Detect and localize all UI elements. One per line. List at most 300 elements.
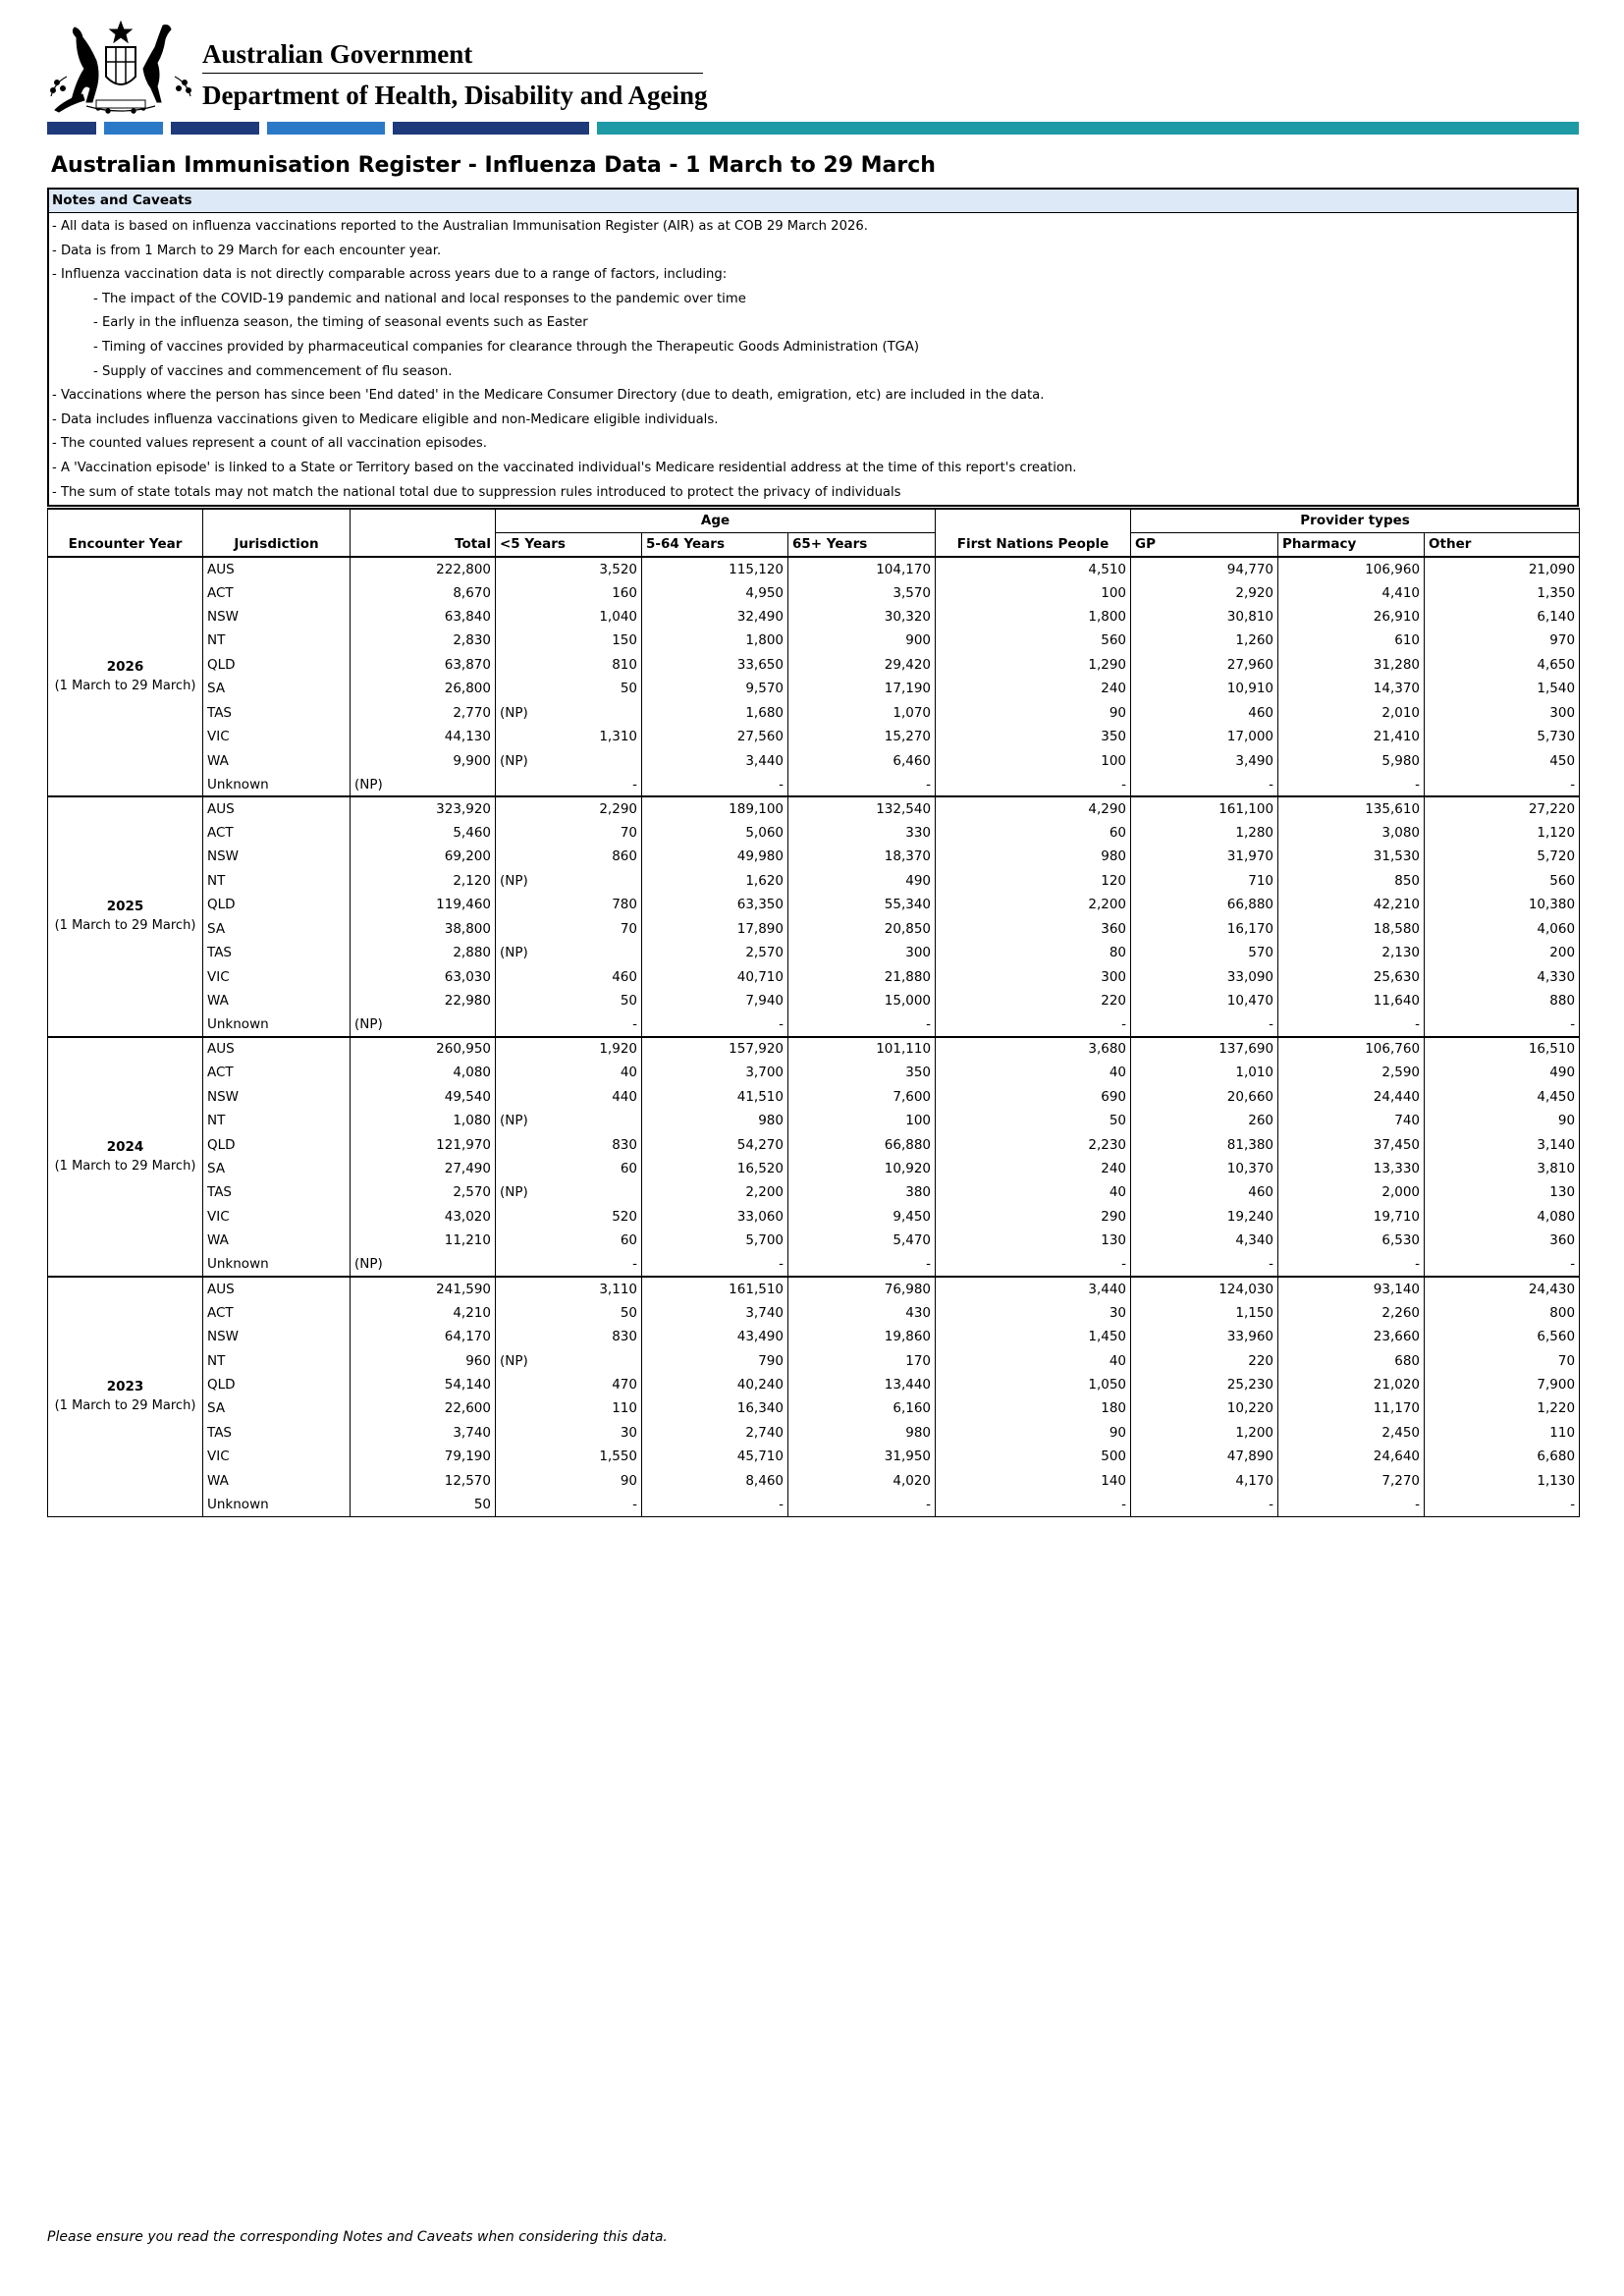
pharmacy-cell: 135,610 (1278, 796, 1425, 820)
note-line: - The sum of state totals may not match the national total due to suppression rules introduced to protect the privacy of individuals (52, 484, 901, 500)
total-cell: 2,830 (351, 629, 496, 652)
gp-cell: - (1131, 773, 1278, 796)
pharmacy-cell: 2,260 (1278, 1300, 1425, 1324)
under-5-cell: 460 (496, 964, 642, 988)
gp-cell: 10,370 (1131, 1157, 1278, 1180)
other-cell: - (1425, 1493, 1580, 1516)
5-64-cell: 157,920 (642, 1037, 788, 1061)
other-cell: 21,090 (1425, 557, 1580, 580)
under-5-cell: 1,040 (496, 605, 642, 629)
5-64-cell: 17,890 (642, 916, 788, 940)
65-plus-cell: 55,340 (788, 893, 936, 916)
gp-cell: 17,000 (1131, 725, 1278, 748)
pharmacy-cell: 850 (1278, 869, 1425, 893)
jurisdiction-cell: NSW (203, 845, 351, 868)
gp-cell: 260 (1131, 1109, 1278, 1132)
other-cell: 130 (1425, 1180, 1580, 1204)
first-nations-cell: 360 (936, 916, 1131, 940)
encounter-year: 2025 (106, 899, 144, 915)
total-cell: 2,880 (351, 941, 496, 964)
first-nations-cell: - (936, 773, 1131, 796)
5-64-cell: 16,340 (642, 1396, 788, 1420)
65-plus-cell: 104,170 (788, 557, 936, 580)
notes-heading: Notes and Caveats (49, 190, 1577, 213)
under-5-cell: 40 (496, 1061, 642, 1084)
pharmacy-cell: 18,580 (1278, 916, 1425, 940)
note-line: - Timing of vaccines provided by pharmaceutical companies for clearance through the Therapeutic Goods Administration (TGA) (93, 339, 920, 355)
pharmacy-cell: 2,450 (1278, 1421, 1425, 1445)
5-64-cell: 1,800 (642, 629, 788, 652)
jurisdiction-cell: VIC (203, 725, 351, 748)
other-cell: 1,350 (1425, 580, 1580, 604)
first-nations-cell: 40 (936, 1348, 1131, 1372)
note-line: - Data includes influenza vaccinations given to Medicare eligible and non-Medicare eligible individuals. (52, 411, 719, 427)
first-nations-cell: 500 (936, 1445, 1131, 1468)
gp-cell: - (1131, 1253, 1278, 1277)
table-row (48, 1373, 1580, 1396)
page-title: Australian Immunisation Register - Influenza Data - 1 March to 29 March (51, 153, 936, 178)
other-cell: 360 (1425, 1229, 1580, 1252)
other-cell: 1,220 (1425, 1396, 1580, 1420)
other-cell: 70 (1425, 1348, 1580, 1372)
first-nations-cell: 100 (936, 748, 1131, 772)
5-64-cell: 16,520 (642, 1157, 788, 1180)
age-group-header: Age (496, 509, 936, 532)
col-gp: GP (1131, 532, 1278, 556)
5-64-cell: 54,270 (642, 1132, 788, 1156)
other-cell: 3,140 (1425, 1132, 1580, 1156)
gp-cell: 3,490 (1131, 748, 1278, 772)
jurisdiction-cell: SA (203, 1396, 351, 1420)
pharmacy-cell: 25,630 (1278, 964, 1425, 988)
65-plus-cell: - (788, 1493, 936, 1516)
first-nations-cell: 30 (936, 1300, 1131, 1324)
table-row (48, 964, 1580, 988)
65-plus-cell: 10,920 (788, 1157, 936, 1180)
table-row (48, 1109, 1580, 1132)
jurisdiction-cell: QLD (203, 653, 351, 677)
total-cell: 22,980 (351, 989, 496, 1012)
5-64-cell: 27,560 (642, 725, 788, 748)
other-cell: 5,720 (1425, 845, 1580, 868)
gp-cell: 19,240 (1131, 1205, 1278, 1229)
encounter-year: 2023 (106, 1379, 144, 1395)
gp-cell: - (1131, 1012, 1278, 1036)
total-cell: 11,210 (351, 1229, 496, 1252)
total-cell: 3,740 (351, 1421, 496, 1445)
encounter-year: 2024 (106, 1138, 144, 1155)
pharmacy-cell: 610 (1278, 629, 1425, 652)
other-cell: 90 (1425, 1109, 1580, 1132)
65-plus-cell: 17,190 (788, 677, 936, 700)
total-cell: 119,460 (351, 893, 496, 916)
first-nations-cell: 40 (936, 1061, 1131, 1084)
first-nations-cell: - (936, 1493, 1131, 1516)
65-plus-cell: 13,440 (788, 1373, 936, 1396)
notes-and-caveats (47, 188, 1579, 507)
table-row (48, 605, 1580, 629)
5-64-cell: 2,740 (642, 1421, 788, 1445)
other-cell: 4,330 (1425, 964, 1580, 988)
total-cell: 8,670 (351, 580, 496, 604)
other-cell: 1,120 (1425, 821, 1580, 845)
pharmacy-cell: 6,530 (1278, 1229, 1425, 1252)
gp-cell: 4,170 (1131, 1469, 1278, 1493)
total-cell: 38,800 (351, 916, 496, 940)
first-nations-cell: 690 (936, 1085, 1131, 1109)
65-plus-cell: 9,450 (788, 1205, 936, 1229)
table-body (48, 557, 1580, 1517)
jurisdiction-cell: SA (203, 1157, 351, 1180)
table-row (48, 1493, 1580, 1516)
total-cell: (NP) (351, 1253, 496, 1277)
pharmacy-cell: 740 (1278, 1109, 1425, 1132)
jurisdiction-cell: TAS (203, 1180, 351, 1204)
under-5-cell: 60 (496, 1229, 642, 1252)
gp-cell: 10,470 (1131, 989, 1278, 1012)
jurisdiction-cell: Unknown (203, 1253, 351, 1277)
pharmacy-cell: 2,000 (1278, 1180, 1425, 1204)
5-64-cell: 33,060 (642, 1205, 788, 1229)
first-nations-cell: 1,050 (936, 1373, 1131, 1396)
5-64-cell: 189,100 (642, 796, 788, 820)
other-cell: - (1425, 1012, 1580, 1036)
table-row (48, 1469, 1580, 1493)
encounter-year-cell (48, 557, 203, 796)
5-64-cell: 115,120 (642, 557, 788, 580)
col-total: Total (351, 532, 496, 556)
65-plus-cell: 31,950 (788, 1445, 936, 1468)
65-plus-cell: 30,320 (788, 605, 936, 629)
65-plus-cell: 15,000 (788, 989, 936, 1012)
total-cell: 43,020 (351, 1205, 496, 1229)
first-nations-cell: - (936, 1253, 1131, 1277)
65-plus-cell: 6,460 (788, 748, 936, 772)
table-row (48, 1445, 1580, 1468)
jurisdiction-cell: AUS (203, 557, 351, 580)
gp-cell: 460 (1131, 1180, 1278, 1204)
jurisdiction-cell: WA (203, 1469, 351, 1493)
jurisdiction-cell: SA (203, 677, 351, 700)
jurisdiction-cell: NSW (203, 1325, 351, 1348)
note-line: - Supply of vaccines and commencement of flu season. (93, 363, 453, 379)
under-5-cell: 110 (496, 1396, 642, 1420)
65-plus-cell: - (788, 1012, 936, 1036)
other-cell: 4,450 (1425, 1085, 1580, 1109)
jurisdiction-cell: NT (203, 869, 351, 893)
first-nations-cell: 290 (936, 1205, 1131, 1229)
gp-cell: - (1131, 1493, 1278, 1516)
table-row (48, 821, 1580, 845)
jurisdiction-cell: WA (203, 748, 351, 772)
total-cell: 960 (351, 1348, 496, 1372)
page-header (47, 14, 1579, 132)
5-64-cell: 2,200 (642, 1180, 788, 1204)
gp-cell: 4,340 (1131, 1229, 1278, 1252)
65-plus-cell: 300 (788, 941, 936, 964)
pharmacy-cell: 37,450 (1278, 1132, 1425, 1156)
jurisdiction-cell: ACT (203, 580, 351, 604)
jurisdiction-cell: QLD (203, 1373, 351, 1396)
65-plus-cell: 66,880 (788, 1132, 936, 1156)
under-5-cell: 3,110 (496, 1277, 642, 1300)
under-5-cell: 3,520 (496, 557, 642, 580)
65-plus-cell: 20,850 (788, 916, 936, 940)
jurisdiction-cell: TAS (203, 1421, 351, 1445)
gp-cell: 710 (1131, 869, 1278, 893)
total-cell: 222,800 (351, 557, 496, 580)
65-plus-cell: 101,110 (788, 1037, 936, 1061)
pharmacy-cell: 93,140 (1278, 1277, 1425, 1300)
encounter-year-cell (48, 1037, 203, 1277)
gp-cell: 66,880 (1131, 893, 1278, 916)
first-nations-cell: 90 (936, 1421, 1131, 1445)
table-row (48, 1229, 1580, 1252)
65-plus-cell: 19,860 (788, 1325, 936, 1348)
pharmacy-cell: 21,020 (1278, 1373, 1425, 1396)
table-row (48, 1085, 1580, 1109)
first-nations-cell: 1,290 (936, 653, 1131, 677)
5-64-cell: 5,700 (642, 1229, 788, 1252)
65-plus-cell: 6,160 (788, 1396, 936, 1420)
pharmacy-cell: 23,660 (1278, 1325, 1425, 1348)
pharmacy-cell: 26,910 (1278, 605, 1425, 629)
under-5-cell: 160 (496, 580, 642, 604)
encounter-period: (1 March to 29 March) (54, 679, 196, 694)
jurisdiction-cell: NSW (203, 1085, 351, 1109)
pharmacy-cell: 24,640 (1278, 1445, 1425, 1468)
gp-cell: 161,100 (1131, 796, 1278, 820)
note-line: - The impact of the COVID-19 pandemic and national and local responses to the pandemic over time (93, 291, 746, 306)
5-64-cell: 40,240 (642, 1373, 788, 1396)
table-row (48, 989, 1580, 1012)
under-5-cell: - (496, 773, 642, 796)
65-plus-cell: 100 (788, 1109, 936, 1132)
other-cell: 24,430 (1425, 1277, 1580, 1300)
5-64-cell: 5,060 (642, 821, 788, 845)
under-5-cell: 830 (496, 1325, 642, 1348)
5-64-cell: 3,440 (642, 748, 788, 772)
first-nations-cell: 40 (936, 1180, 1131, 1204)
first-nations-cell: 80 (936, 941, 1131, 964)
5-64-cell: 45,710 (642, 1445, 788, 1468)
5-64-cell: - (642, 773, 788, 796)
pharmacy-cell: 13,330 (1278, 1157, 1425, 1180)
gp-cell: 1,200 (1131, 1421, 1278, 1445)
gp-cell: 1,150 (1131, 1300, 1278, 1324)
first-nations-cell: 350 (936, 725, 1131, 748)
under-5-cell: 470 (496, 1373, 642, 1396)
first-nations-cell: - (936, 1012, 1131, 1036)
gp-cell: 16,170 (1131, 916, 1278, 940)
gp-cell: 220 (1131, 1348, 1278, 1372)
first-nations-cell: 560 (936, 629, 1131, 652)
table-row (48, 869, 1580, 893)
first-nations-cell: 2,200 (936, 893, 1131, 916)
65-plus-cell: 15,270 (788, 725, 936, 748)
jurisdiction-cell: VIC (203, 964, 351, 988)
65-plus-cell: 132,540 (788, 796, 936, 820)
total-cell: 54,140 (351, 1373, 496, 1396)
under-5-cell: 440 (496, 1085, 642, 1109)
table-row (48, 916, 1580, 940)
table-row (48, 580, 1580, 604)
first-nations-cell: 2,230 (936, 1132, 1131, 1156)
pharmacy-cell: 31,530 (1278, 845, 1425, 868)
65-plus-cell: 1,070 (788, 701, 936, 725)
jurisdiction-cell: WA (203, 989, 351, 1012)
table-row (48, 1061, 1580, 1084)
total-cell: 5,460 (351, 821, 496, 845)
5-64-cell: 4,950 (642, 580, 788, 604)
table-row (48, 1300, 1580, 1324)
other-cell: 3,810 (1425, 1157, 1580, 1180)
other-cell: 6,140 (1425, 605, 1580, 629)
other-cell: 560 (1425, 869, 1580, 893)
under-5-cell: 780 (496, 893, 642, 916)
department-name: Department of Health, Disability and Ageing (202, 81, 708, 110)
5-64-cell: 9,570 (642, 677, 788, 700)
gp-cell: 33,960 (1131, 1325, 1278, 1348)
footer-note: Please ensure you read the corresponding Notes and Caveats when considering this data. (47, 2229, 668, 2245)
5-64-cell: - (642, 1012, 788, 1036)
jurisdiction-cell: ACT (203, 1300, 351, 1324)
note-line: - Data is from 1 March to 29 March for each encounter year. (52, 243, 442, 258)
pharmacy-cell: 680 (1278, 1348, 1425, 1372)
brand-color-bar (47, 122, 1579, 135)
first-nations-cell: 240 (936, 1157, 1131, 1180)
first-nations-cell: 4,510 (936, 557, 1131, 580)
under-5-cell: (NP) (496, 748, 642, 772)
under-5-cell: 150 (496, 629, 642, 652)
total-cell: 2,770 (351, 701, 496, 725)
other-cell: 490 (1425, 1061, 1580, 1084)
5-64-cell: 41,510 (642, 1085, 788, 1109)
under-5-cell: 50 (496, 1300, 642, 1324)
total-cell: 22,600 (351, 1396, 496, 1420)
under-5-cell: 2,290 (496, 796, 642, 820)
5-64-cell: 33,650 (642, 653, 788, 677)
total-cell: 63,870 (351, 653, 496, 677)
pharmacy-cell: - (1278, 1012, 1425, 1036)
jurisdiction-cell: AUS (203, 1277, 351, 1300)
other-cell: 7,900 (1425, 1373, 1580, 1396)
col-under-5: <5 Years (496, 532, 642, 556)
gp-cell: 1,260 (1131, 629, 1278, 652)
65-plus-cell: 4,020 (788, 1469, 936, 1493)
jurisdiction-cell: ACT (203, 821, 351, 845)
table-row (48, 796, 1580, 820)
total-cell: 63,840 (351, 605, 496, 629)
table-row (48, 1132, 1580, 1156)
gp-cell: 124,030 (1131, 1277, 1278, 1300)
65-plus-cell: 980 (788, 1421, 936, 1445)
notes-body (49, 213, 1577, 505)
table-row (48, 1180, 1580, 1204)
influenza-data-table (47, 508, 1580, 1517)
total-cell: 4,080 (351, 1061, 496, 1084)
pharmacy-cell: - (1278, 773, 1425, 796)
total-cell: 260,950 (351, 1037, 496, 1061)
jurisdiction-cell: AUS (203, 796, 351, 820)
5-64-cell: 3,740 (642, 1300, 788, 1324)
65-plus-cell: - (788, 773, 936, 796)
other-cell: 5,730 (1425, 725, 1580, 748)
5-64-cell: 3,700 (642, 1061, 788, 1084)
table-row (48, 845, 1580, 868)
total-cell: 241,590 (351, 1277, 496, 1300)
table-row (48, 1421, 1580, 1445)
under-5-cell: 1,920 (496, 1037, 642, 1061)
65-plus-cell: 5,470 (788, 1229, 936, 1252)
65-plus-cell: 18,370 (788, 845, 936, 868)
first-nations-cell: 220 (936, 989, 1131, 1012)
note-line: - Vaccinations where the person has since been 'End dated' in the Medicare Consumer Directory (due to death, emigration, etc) are included in the data. (52, 388, 1045, 404)
total-cell: 323,920 (351, 796, 496, 820)
65-plus-cell: 76,980 (788, 1277, 936, 1300)
table-row (48, 629, 1580, 652)
5-64-cell: 1,680 (642, 701, 788, 725)
table-row (48, 1277, 1580, 1300)
pharmacy-cell: - (1278, 1253, 1425, 1277)
table-row (48, 941, 1580, 964)
65-plus-cell: 7,600 (788, 1085, 936, 1109)
under-5-cell: (NP) (496, 1348, 642, 1372)
table-row (48, 1157, 1580, 1180)
pharmacy-cell: 3,080 (1278, 821, 1425, 845)
5-64-cell: 43,490 (642, 1325, 788, 1348)
jurisdiction-cell: Unknown (203, 773, 351, 796)
65-plus-cell: 170 (788, 1348, 936, 1372)
first-nations-cell: 130 (936, 1229, 1131, 1252)
gp-cell: 20,660 (1131, 1085, 1278, 1109)
first-nations-cell: 140 (936, 1469, 1131, 1493)
other-cell: 4,080 (1425, 1205, 1580, 1229)
65-plus-cell: 900 (788, 629, 936, 652)
encounter-year-cell (48, 796, 203, 1036)
under-5-cell: 810 (496, 653, 642, 677)
5-64-cell: - (642, 1493, 788, 1516)
table-row (48, 893, 1580, 916)
provider-types-group-header: Provider types (1131, 509, 1580, 532)
table-row (48, 1205, 1580, 1229)
pharmacy-cell: 4,410 (1278, 580, 1425, 604)
jurisdiction-cell: NT (203, 1348, 351, 1372)
jurisdiction-cell: VIC (203, 1205, 351, 1229)
note-line: - Early in the influenza season, the timing of seasonal events such as Easter (93, 315, 588, 331)
65-plus-cell: 3,570 (788, 580, 936, 604)
gp-cell: 10,910 (1131, 677, 1278, 700)
other-cell: 1,130 (1425, 1469, 1580, 1493)
total-cell: 69,200 (351, 845, 496, 868)
jurisdiction-cell: TAS (203, 701, 351, 725)
under-5-cell: - (496, 1012, 642, 1036)
pharmacy-cell: 42,210 (1278, 893, 1425, 916)
gp-cell: 81,380 (1131, 1132, 1278, 1156)
total-cell: 64,170 (351, 1325, 496, 1348)
encounter-period: (1 March to 29 March) (54, 1158, 196, 1174)
col-encounter-year: Encounter Year (48, 532, 203, 556)
65-plus-cell: 29,420 (788, 653, 936, 677)
government-name: Australian Government (202, 39, 473, 69)
encounter-year: 2026 (106, 659, 144, 676)
note-line: - All data is based on influenza vaccinations reported to the Australian Immunisation Register (AIR) as at COB 29 March 2026. (52, 219, 868, 234)
pharmacy-cell: 2,590 (1278, 1061, 1425, 1084)
first-nations-cell: 100 (936, 580, 1131, 604)
under-5-cell: 1,310 (496, 725, 642, 748)
col-other: Other (1425, 532, 1580, 556)
encounter-period: (1 March to 29 March) (54, 918, 196, 934)
